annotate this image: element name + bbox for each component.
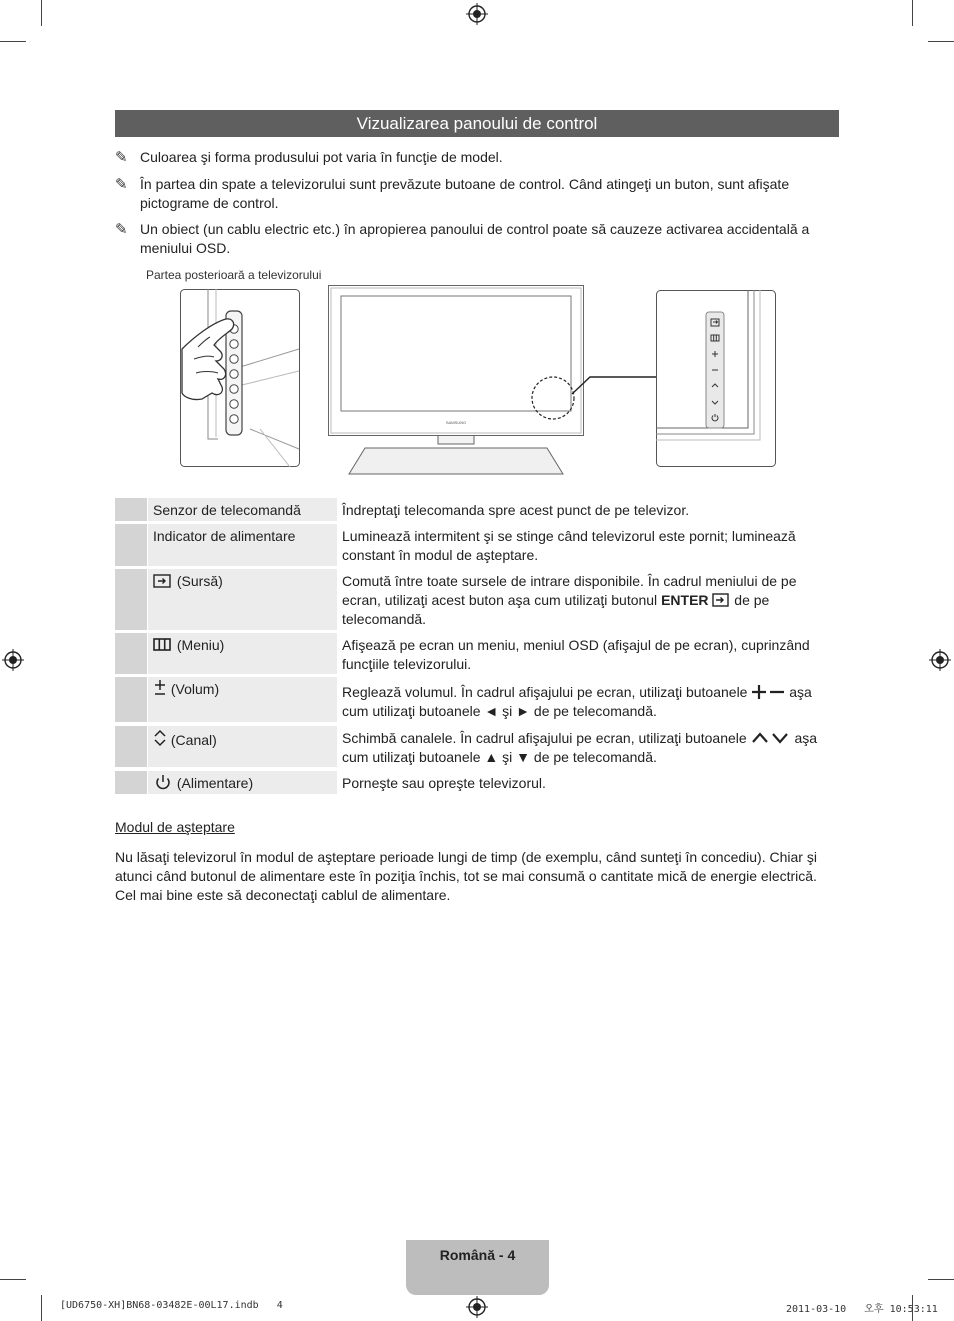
crop-mark — [0, 1279, 26, 1280]
registration-mark-icon — [929, 649, 951, 671]
print-file-info: [UD6750-XH]BN68-03482E-00L17.indb 4 — [60, 1300, 283, 1311]
row-description — [342, 569, 839, 629]
registration-mark-icon — [2, 649, 24, 671]
row-label-text: Senzor de telecomandă — [153, 502, 301, 518]
note-text: Un obiect (un cablu electric etc.) în apropierea panoului de control poate să cauzeze activarea accidentală a meniului OSD. — [140, 221, 810, 256]
row-description: Porneşte sau opreşte televizorul. — [342, 775, 546, 791]
enter-label: ENTER — [661, 592, 709, 608]
row-label-text: (Alimentare) — [176, 775, 254, 791]
up-down-chevrons-icon — [751, 731, 791, 745]
row-number-cell — [115, 771, 147, 794]
note-text: Culoarea şi forma produsului pot varia în funcţie de model. — [140, 149, 503, 165]
hand-touching-panel-illustration — [180, 289, 300, 467]
row-description — [342, 726, 839, 767]
row-label — [148, 633, 337, 674]
row-label — [148, 524, 337, 566]
table-row — [115, 771, 839, 794]
registration-mark-icon — [466, 1296, 488, 1318]
menu-icon — [153, 638, 173, 652]
standby-paragraph: Nu lăsaţi televizorul în modul de aşteptare perioade lungi de timp (de exemplu, când sunteţi în concediu). Chiar şi atunci când butonul de alimentare este în poziţia închis, tot se mai consumă o cantitate mică de energie electrică. Cel mai bine este să deconectaţi cablul de alimentare. — [115, 849, 817, 903]
row-label — [148, 498, 337, 521]
row-description-text: aşa cum utilizaţi butoanele ▲ şi ▼ de pe telecomandă. — [342, 730, 818, 765]
crop-mark — [928, 41, 954, 42]
row-label — [148, 771, 337, 794]
tv-front-illustration — [327, 284, 585, 476]
table-row — [115, 726, 839, 767]
row-label — [148, 726, 337, 767]
table-row — [115, 633, 839, 674]
power-icon — [153, 774, 173, 790]
table-row — [115, 524, 839, 566]
note-pencil-icon: ✎ — [115, 176, 128, 193]
row-number-cell — [115, 726, 147, 767]
row-label-text: (Sursă) — [176, 573, 223, 589]
print-date-info: 2011-03-10 오후 10:53:11 — [786, 1304, 938, 1315]
row-label-text: Indicator de alimentare — [153, 528, 296, 544]
table-row — [115, 569, 839, 630]
enter-icon — [712, 593, 730, 607]
note-item — [115, 220, 839, 258]
note-item — [115, 148, 839, 167]
row-number-cell — [115, 677, 147, 722]
row-label — [148, 677, 337, 722]
row-description — [342, 677, 839, 721]
row-description: Afişează pe ecran un meniu, meniul OSD (afişajul de pe ecran), cuprinzând funcţiile televizorului. — [342, 637, 810, 672]
page-number: Română - 4 — [439, 1247, 516, 1263]
registration-mark-icon — [466, 3, 488, 25]
note-text: În partea din spate a televizorului sunt prevăzute butoane de control. Când atingeţi un buton, sunt afişate pictograme de control. — [140, 176, 790, 211]
plus-minus-icon — [751, 685, 785, 699]
section-title: Vizualizarea panoului de control — [115, 110, 839, 137]
crop-mark — [912, 0, 913, 26]
row-label — [148, 569, 337, 630]
figure-caption: Partea posterioară a televizorului — [146, 268, 322, 282]
row-description-text: Schimbă canalele. În cadrul afişajului pe ecran, utilizaţi butoanele — [342, 730, 747, 746]
row-description-text: Comută între toate sursele de intrare disponibile. În cadrul meniului de pe ecran, utilizaţi acest buton aşa cum utilizaţi butonul — [342, 573, 797, 608]
standby-heading: Modul de aşteptare — [115, 819, 235, 835]
row-label-text: (Meniu) — [176, 637, 225, 653]
crop-mark — [41, 0, 42, 26]
crop-mark — [0, 41, 26, 42]
row-description-text: Reglează volumul. În cadrul afişajului pe ecran, utilizaţi butoanele — [342, 684, 748, 700]
row-number-cell — [115, 569, 147, 630]
row-number-cell — [115, 498, 147, 521]
control-panel-closeup-illustration — [656, 290, 776, 468]
table-row — [115, 498, 839, 521]
row-description-text: aşa cum utilizaţi butoanele ◄ şi ► de pe telecomandă. — [342, 684, 812, 719]
note-pencil-icon: ✎ — [115, 149, 128, 166]
row-label-text: (Volum) — [170, 681, 220, 697]
note-item — [115, 175, 839, 213]
row-description: Îndreptaţi telecomanda spre acest punct de pe televizor. — [342, 502, 690, 518]
volume-icon — [153, 680, 167, 696]
row-number-cell — [115, 633, 147, 674]
crop-mark — [928, 1279, 954, 1280]
source-icon — [153, 574, 173, 588]
row-separator — [115, 521, 337, 522]
channel-icon — [153, 729, 167, 747]
callout-line — [570, 372, 660, 396]
row-description-text: de pe telecomandă. — [342, 592, 770, 627]
note-pencil-icon: ✎ — [115, 221, 128, 238]
row-description: Luminează intermitent şi se stinge când televizorul este pornit; luminează constant în modul de aşteptare. — [342, 528, 796, 563]
row-number-cell — [115, 524, 147, 566]
table-row — [115, 677, 839, 722]
crop-mark — [41, 1295, 42, 1321]
tv-brand-logo: SAMSUNG — [445, 420, 467, 425]
row-label-text: (Canal) — [170, 732, 217, 748]
